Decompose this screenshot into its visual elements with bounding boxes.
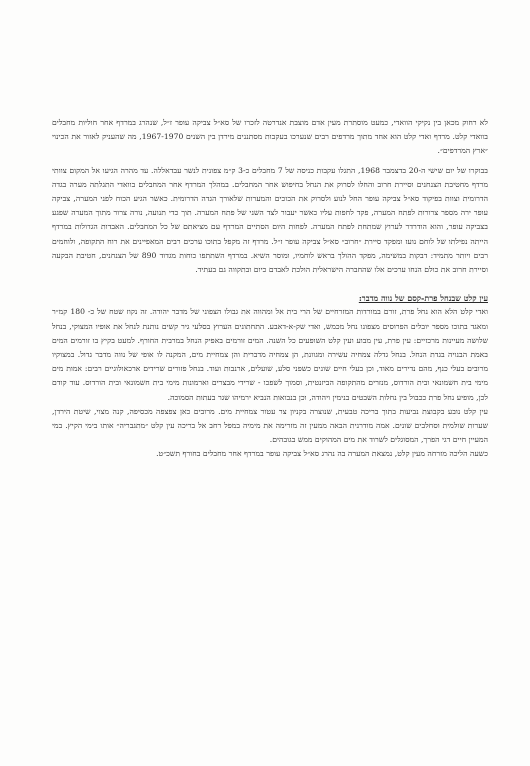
- paragraph-cave-location: כשעה הליכה מזרחה מעין קלט, נמצאת המערה בה נהרג סא״ל צביקה עופר במרדף אחר מחבלים בחורף תשכ״ט.: [156, 449, 488, 459]
- paragraph-pursuit-story: בבוקרו של יום שישי ה-20 בדצמבר 1968, התגלו עקבות כניסה של 7 מחבלים כ-3 ק״מ צפונית לנשר עבדאללה. עד מהרה הגיעו אל המקום צוותי מרדף מחטיבת הצנחנים וסיירת חרוב והחלו לסרוק את הנחל בחיפוש אחר המחבלים. במהלך המרדף אחר המחבלים בוואדי התגלתה מערה בגדה הדרומית וצוות בפיקוד סא״ל צביקה עופר החל לנוע ולסרוק את הכוכים והמערות שלאורך הגדה הדרומית. כאשר הגיע הכוח לפני המערה, צביקה עופר ירה מספר צרורות לפתח המערה, פקד לחפות עליו כאשר יעבור לצד השני של פתח המערה. תוך כדי תנועה, נורה צרור מתוך המערה שפגע בצביקה עופר, והוא הודרדר לערוץ שמתחת לפתח המערה. לפחות היום הסתיים המרדף עם מציאתם של כל המחבלים. האבדות הגדולות במרדף הייתה נפילתו של לוחם נועז ומפקד סיירת ״חרוב״ סא״ל צביקה עופר ז״ל. מרדף זה מקפל בתוכו ערכים רבים המאפיינים את רוח התקופה, ולוחמים רבים ויותר מתמיד: דבקות במשימה, מפקד ההולך בראש לוחמיו, ומוסר השיא. במרדף השתתפו כוחות מגדוד 890 של הצנחנים, חטיבת הבקעה וסיירת חרוב את כולם הנחו ערכים אלו שהחברה הישראלית הולכת לאבדם כיום ובתקווה גם בעתיד.: [52, 165, 488, 275]
- paragraph-wadi-qelt: ואדי קלט הלא הוא נחל פרת, זורם במורדות המזרחיים של הרי בית אל ומהווה את גבולו הצפוני של מדבר יהודה. זה נקוז שטח של כ- 180 קמ״ר ומאגד בתוכו מספר יובלים הפרוסים מצפונו נחל מכמש, ואדי שק-א-דאבע. התחתונים הערוץ בסלעי גיר קשים נותנת לנחל את אופיו המצוקי, בנחל שלושה מעיינות מרכזיים: עין פרת, עין מבוע ועין קלט השופעים כל השנה. המים זורמים באפיק הנחל במרבית החורף. למעט בקיץ בו זורמים המים באמת הבנויה בגדת הנחל. בנחל גדלה צמחיה עשירה ומגוונת, הן צמחיה מדברית והן צמחיית מים, המקנה לו אופי של נווה מדבר גדול. במצוקיו מרובים בעלי כנף, מהם נדירים מאוד, וכן בעלי חיים שונים כשפני סלע, שועלים, ארנבות ועוד. בנחל פזורים שרידים ארכאולוגיים רבים: אמות מים מימי בית חשמונאי ובית הורדוס, מנזרים מהתקופה הביזנטית, וסמוך לשפכו - שרידי מבצרים וארמונות מימי בית חשמונאי ובית הורדוס. עוד קודם לכן, מופיע נחל פרת ככבול בין נחלות השבטים בנימין ויהודה, וכן בנבואות הנביא ירמיהו שגר בעתות הסמוכה.: [52, 307, 488, 402]
- section-heading: עין קלט שבנחל פרת-קסם של נווה מדבר:: [358, 293, 488, 304]
- document-body: [52, 116, 488, 462]
- paragraph-memorial: לא רחוק מכאן בין נקיקי הוואדי, כמעט מוסתרת מעין אדם מוצבת אנדרטה לזכרו של סא״ל צביקה עופר ז״ל, שנהרג במרדף אחר חוליות מחבלים בוואדי קלט. מרדף ואדי קלט הוא אחד מתוך מרדפים רבים שנערכו בעקבות מסתננים מירדן בין השנים 1967-1970, מה שהעניק לאזור את הכינוי ״ארץ המרדפים״.: [52, 118, 488, 156]
- paragraph-ein-qelt-spring: עין קלט נובע בקבוצת נביעות בתוך בריכה טבעית, שנוצרה בקניון צר עטור צמחיית מים. מרובים כאן צפצפה מכסיפה, קנה מצוי, שיטת הירדן, שערות שולמית וסחלבים שונים. אמה מודרנית הבאה ממעין זה מזרימה את מימיה במפל רחב אל בריכה עין קלט ״מתגבריה״ אותו בימי הקיץ. במי המעיין חיים דגי הפרך, המסוגלים לשרוד את מים המהוקים ממש בגובהים.: [52, 406, 488, 445]
